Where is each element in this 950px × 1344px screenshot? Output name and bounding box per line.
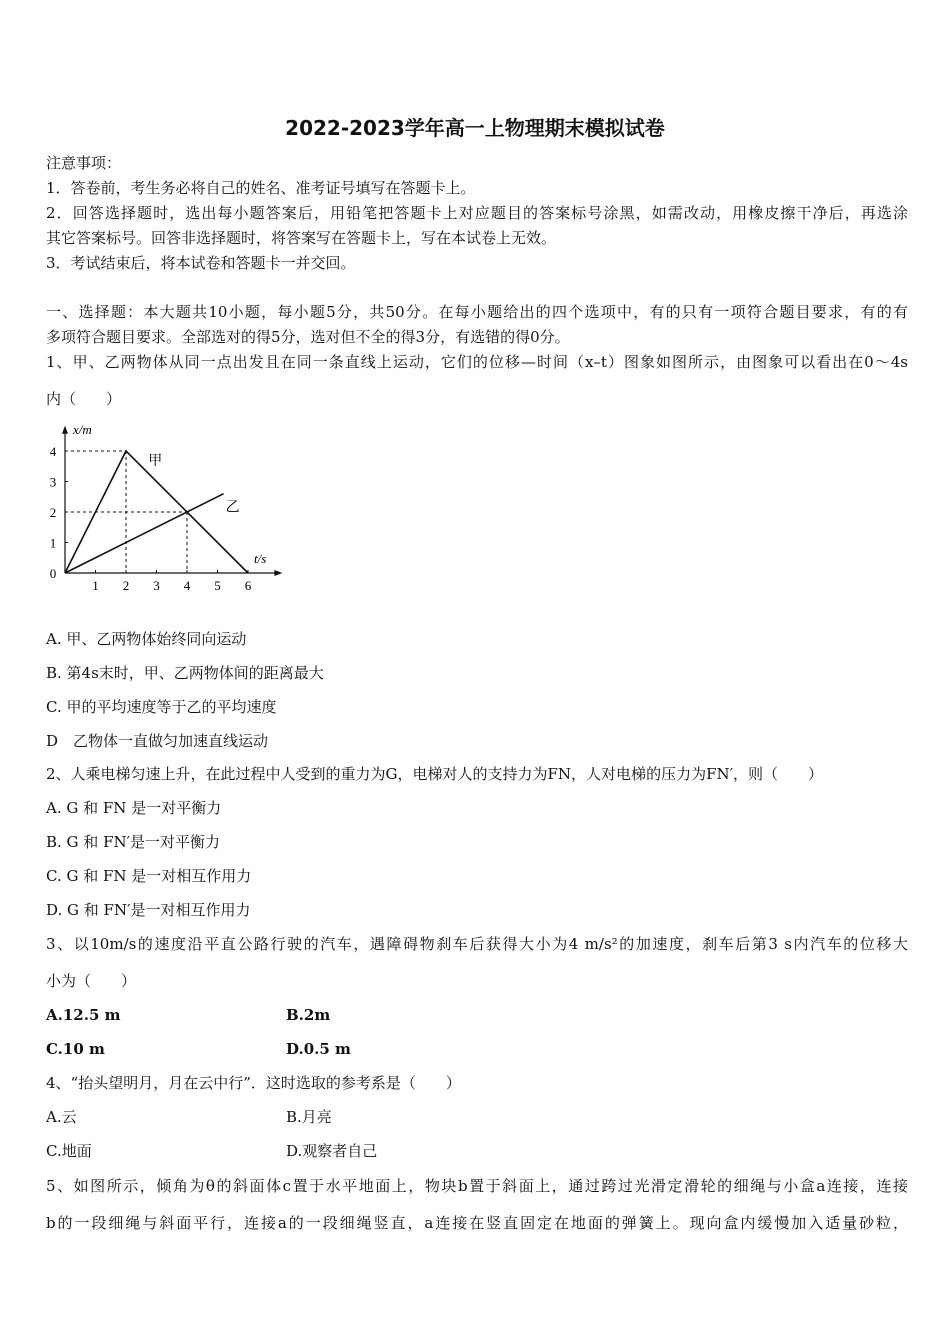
y-axis-arrow <box>62 426 68 434</box>
q2-option-c: C. G 和 FN 是一对相互作用力 <box>46 867 252 885</box>
q1-option-d: D 乙物体一直做匀加速直线运动 <box>46 732 269 750</box>
q3-options-row-2 <box>46 1038 908 1060</box>
q3-option-b: B.2m <box>286 1006 331 1024</box>
x-tick-label: 3 <box>153 578 160 593</box>
q5-stem: 5、如图所示，倾角为θ的斜面体c置于水平地面上，物块b置于斜面上，通过跨过光滑定滑轮的细绳与小盒a连接，连接 <box>46 1177 908 1195</box>
y-axis-label: x/m <box>73 421 92 437</box>
q3-option-a: A.12.5 m <box>46 1006 121 1024</box>
q4-options-row-2 <box>46 1140 908 1162</box>
notice-item-2-cont: 其它答案标号。回答非选择题时，将答案写在答题卡上，写在本试卷上无效。 <box>46 229 557 247</box>
x-axis-label: t/s <box>254 551 267 566</box>
q1-stem: 1、甲、乙两物体从同一点出发且在同一条直线上运动，它们的位移—时间（x–t）图象如图所示，由图象可以看出在0～4s <box>46 353 908 371</box>
q1-stem-cont: 内（ ） <box>46 390 122 408</box>
notice-item-3: 3．考试结束后，将本试卷和答题卡一并交回。 <box>46 254 356 272</box>
y-tick-label: 4 <box>49 444 57 459</box>
q1-option-c: C. 甲的平均速度等于乙的平均速度 <box>46 698 277 716</box>
x-tick-label: 5 <box>214 578 221 593</box>
q2-option-d: D. G 和 FN′是一对相互作用力 <box>46 901 251 919</box>
y-tick-label: 1 <box>49 535 57 551</box>
q4-stem: 4、“抬头望明月，月在云中行”．这时选取的参考系是（ ） <box>46 1074 461 1092</box>
notice-item-1: 1．答卷前，考生务必将自己的姓名、准考证号填写在答题卡上。 <box>46 179 476 197</box>
q2-option-b: B. G 和 FN′是一对平衡力 <box>46 833 221 851</box>
q4-option-d: D.观察者自己 <box>286 1142 378 1160</box>
q1-option-b: B. 第4s末时，甲、乙两物体间的距离最大 <box>46 664 324 682</box>
x-tick-label: 4 <box>183 578 191 593</box>
q2-option-a: A. G 和 FN 是一对平衡力 <box>46 799 222 817</box>
notice-heading: 注意事项： <box>46 154 122 172</box>
y-tick-label: 3 <box>49 474 57 490</box>
section-intro-line-2: 多项符合题目要求。全部选对的得5分，选对但不全的得3分，有选错的得0分。 <box>46 328 570 346</box>
xt-chart <box>36 418 286 598</box>
x-tick-label: 6 <box>244 578 252 593</box>
section-intro-line-1: 一、选择题：本大题共10小题，每小题5分，共50分。在每小题给出的四个选项中，有的只有一项符合题目要求，有的有 <box>46 303 908 321</box>
q1-option-a: A. 甲、乙两物体始终同向运动 <box>46 630 247 648</box>
q3-stem-cont: 小为（ ） <box>46 972 137 990</box>
x-tick-label: 1 <box>92 578 99 593</box>
series-label-jia: 甲 <box>148 454 163 470</box>
notice-item-2: 2．回答选择题时，选出每小题答案后，用铅笔把答题卡上对应题目的答案标号涂黑，如需改动，用橡皮擦干净后，再选涂 <box>46 204 908 222</box>
x-axis-arrow <box>274 570 282 576</box>
series-line-yi <box>65 494 224 573</box>
q2-stem: 2、人乘电梯匀速上升，在此过程中人受到的重力为G，电梯对人的支持力为FN，人对电梯的压力为FN′，则（ ） <box>46 765 824 783</box>
q3-stem: 3、以10m/s的速度沿平直公路行驶的汽车，遇障碍物刹车后获得大小为4 m/s²的加速度，刹车后第3 s内汽车的位移大 <box>46 935 908 953</box>
q4-options-row-1 <box>46 1106 908 1128</box>
q4-option-c: C.地面 <box>46 1142 92 1160</box>
q5-stem-cont: b的一段细绳与斜面平行，连接a的一段细绳竖直，a连接在竖直固定在地面的弹簧上。现向盒内缓慢加入适量砂粒， <box>46 1214 908 1232</box>
q3-options-row-1 <box>46 1004 908 1026</box>
q3-option-d: D.0.5 m <box>286 1040 351 1058</box>
y-tick-label: 2 <box>49 505 57 520</box>
series-label-yi: 乙 <box>225 500 240 516</box>
q3-option-c: C.10 m <box>46 1040 105 1058</box>
q4-option-a: A.云 <box>46 1108 77 1126</box>
x-tick-label: 2 <box>122 578 130 593</box>
page-title: 2022-2023学年高一上物理期末模拟试卷 <box>285 116 665 140</box>
q4-option-b: B.月亮 <box>286 1108 332 1126</box>
y-tick-label: 0 <box>49 566 57 581</box>
